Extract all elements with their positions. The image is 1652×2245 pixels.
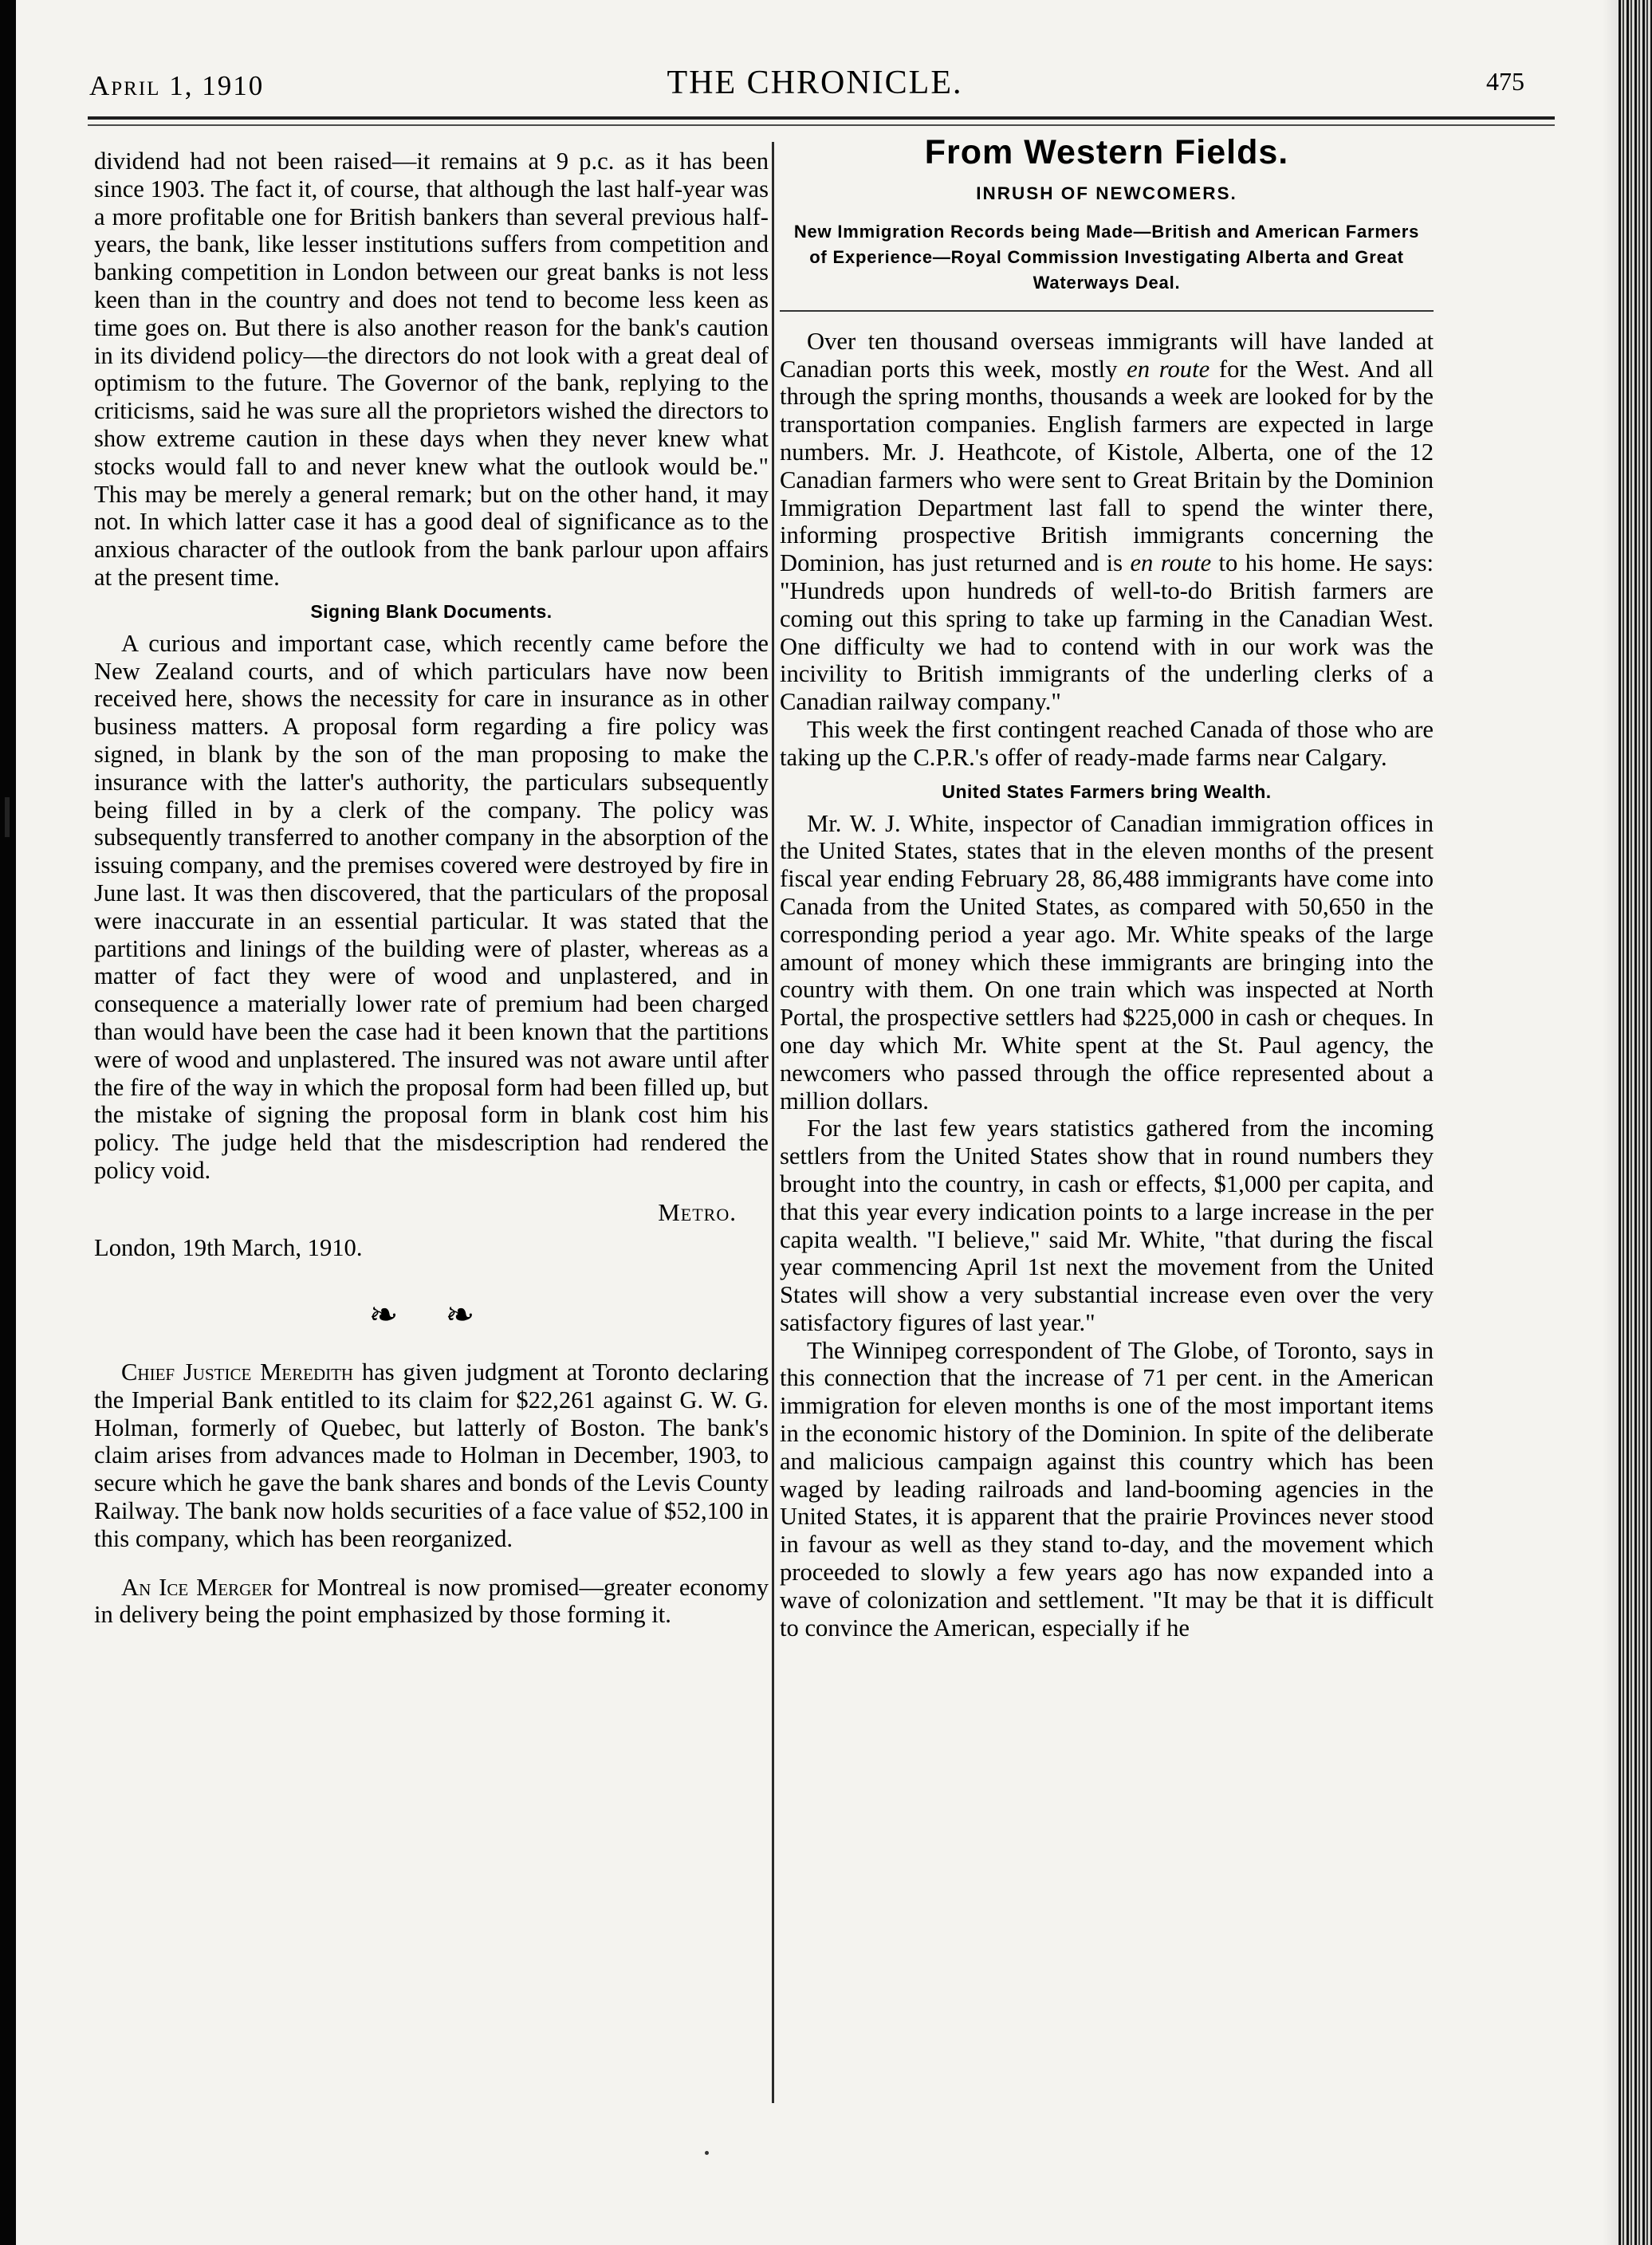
scan-speck bbox=[705, 2151, 709, 2155]
lead-in: An Ice Merger bbox=[121, 1573, 273, 1601]
paragraph: dividend had not been raised—it remains at 9 p.c. as it has been since 1903. The fact it, of course, that although the last half-year was a more profitable one for British bankers than several previous half-years, the bank, like lesser institutions suffers from competition and banking competition in London between our great banks is not less keen than in the country and does not tend to become less keen as time goes on. But there is also another reason for the bank's caution in its dividend policy—the directors do not look with a great deal of optimism to the future. The Governor of the bank, replying to the criticisms, said he was sure all the proprietors wished the directors to show extreme caution in these days when they never knew what stocks would fall to and never knew what the outlook would be." This may be merely a general remark; but on the other hand, it may not. In which latter case it has a good deal of significance as to the anxious character of the outlook from the bank parlour upon affairs at the present time. bbox=[94, 147, 769, 591]
section-heading: United States Farmers bring Wealth. bbox=[942, 780, 1272, 802]
article-title: From Western Fields. bbox=[924, 133, 1289, 171]
paragraph: This week the first contingent reached Canada of those who are taking up the C.P.R.'s offer of ready-made farms near Calgary. bbox=[780, 715, 1434, 771]
italic-text: en route bbox=[1130, 549, 1212, 577]
paragraph bbox=[780, 328, 1434, 716]
paragraph-text: Over ten thousand overseas immigrants will have landed at Canadian ports this week, mostly bbox=[780, 327, 1434, 383]
page-number: 475 bbox=[1486, 67, 1524, 96]
ornament-divider: ❧ ❧ bbox=[368, 1295, 494, 1335]
scan-border-left bbox=[0, 0, 16, 2245]
article-deck: New Immigration Records being Made—British and American Farmers of Experience—Royal Commission Investigating Alberta and Great Waterways Deal. bbox=[793, 221, 1420, 293]
header-date: April 1, 1910 bbox=[89, 70, 265, 101]
paragraph-text: to his home. He says: "Hundreds upon hundreds of well-to-do British farmers are coming out this spring to take up farming in the Canadian West. One difficulty we had to contend with in our work was the incivility to British immigrants of the underling clerks of a Canadian railway company." bbox=[780, 549, 1434, 716]
paragraph-text: for the West. And all through the spring months, thousands a week are looked for by the transportation companies. English farmers are expected in large numbers. Mr. J. Heathcote, of Kistole, Alberta, one of the 12 Canadian farmers who were sent to Great Britain by the Dominion Immigration Department last fall to spend the winter there, informing prospective British immigrants concerning the Dominion, has just returned and is bbox=[780, 355, 1434, 577]
page-shadow bbox=[1603, 0, 1619, 2245]
paragraph bbox=[94, 1358, 769, 1553]
paragraph bbox=[94, 1574, 769, 1630]
paragraph: The Winnipeg correspondent of The Globe, of Toronto, says in this connection that the increase of 71 per cent. in the American immigration for eleven months is one of the most important items in the economic history of the Dominion. In spite of the deliberate and malicious campaign against this country which has been waged by leading railroads and land-booming agencies in the United States, it is apparent that the prairie Provinces never stood in favour as well as they stand to-day, and the movement which proceeded to slowly a few years ago has now expanded into a wave of colonization and settlement. "It may be that it is difficult to convince the American, especially if he bbox=[780, 1336, 1434, 1641]
column-divider bbox=[772, 142, 774, 2103]
italic-text: en route bbox=[1127, 355, 1210, 383]
paragraph: A curious and important case, which recently came before the New Zealand courts, and of which particulars have now been received here, shows the necessity for care in insurance as in other business matters. A proposal form regarding a fire policy was signed, in blank by the son of the man proposing to make the insurance with the latter's authority, the particulars subsequently being filled in by a clerk of the company. The policy was subsequently transferred to another company in the absorption of the issuing company, and the premises covered were destroyed by fire in June last. It was then discovered, that the particulars of the proposal were inaccurate in an essential particular. It was stated that the partitions and linings of the building were of plaster, whereas as a matter of fact they were of wood and unplastered, and in consequence a materially lower rate of premium had been charged than would have been the case had it been known that the partitions were of wood and unplastered. The insured was not aware until after the fire of the way in which the proposal form had been filled up, but the mistake of signing the proposal form in blank cost him his policy. The judge held that the misdescription had rendered the policy void. bbox=[94, 629, 769, 1184]
paragraph-text: has given judgment at Toronto declaring the Imperial Bank entitled to its claim for $22,261 against G. W. G. Holman, formerly of Quebec, but latterly of Boston. The bank's claim arises from advances made to Holman in December, 1903, to secure which he gave the bank shares and bonds of the Levis County Railway. The bank now holds securities of a face value of $52,100 in this company, which has been reorganized. bbox=[94, 1358, 769, 1552]
section-heading: Signing Blank Documents. bbox=[310, 600, 553, 622]
paragraph-text: for Montreal is now promised—greater economy in delivery being the point emphasized by those forming it. bbox=[94, 1573, 769, 1629]
header-rule bbox=[88, 116, 1555, 120]
article-subtitle: INRUSH OF NEWCOMERS. bbox=[976, 183, 1237, 203]
header-rule-thin bbox=[88, 124, 1555, 126]
paragraph: Mr. W. J. White, inspector of Canadian immigration offices in the United States, states that in the eleven months of the present fiscal year ending February 28, 86,488 immigrants have come into Canada from the United States, as compared with 50,650 in the corresponding period a year ago. Mr. White speaks of the large amount of money which these immigrants are bringing into the country with them. On one train which was inspected at North Portal, the prospective settlers had $225,000 in cash or cheques. In one day which Mr. White spent at the St. Paul agency, the newcomers who passed through the office represented about a million dollars. bbox=[780, 809, 1434, 1115]
header-title: THE CHRONICLE. bbox=[667, 65, 963, 101]
paragraph: For the last few years statistics gathered from the incoming settlers from the United States show that in round numbers they brought into the country, in cash or effects, $1,000 per capita, and that this year every indication points to a large increase in the per capita wealth. "I believe," said Mr. White, "that during the fiscal year commencing April 1st next the movement from the United States will show a very substantial increase even over the very satisfactory figures of last year." bbox=[780, 1115, 1434, 1336]
scan-mark bbox=[5, 797, 10, 837]
signature: Metro. bbox=[658, 1197, 737, 1226]
left-column bbox=[94, 147, 769, 1629]
lead-in: Chief Justice Meredith bbox=[121, 1358, 354, 1386]
right-column bbox=[780, 128, 1434, 1641]
book-spine-edge bbox=[1619, 0, 1652, 2245]
dateline: London, 19th March, 1910. bbox=[94, 1234, 363, 1262]
page-header bbox=[89, 56, 1540, 112]
deck-rule bbox=[780, 310, 1434, 312]
